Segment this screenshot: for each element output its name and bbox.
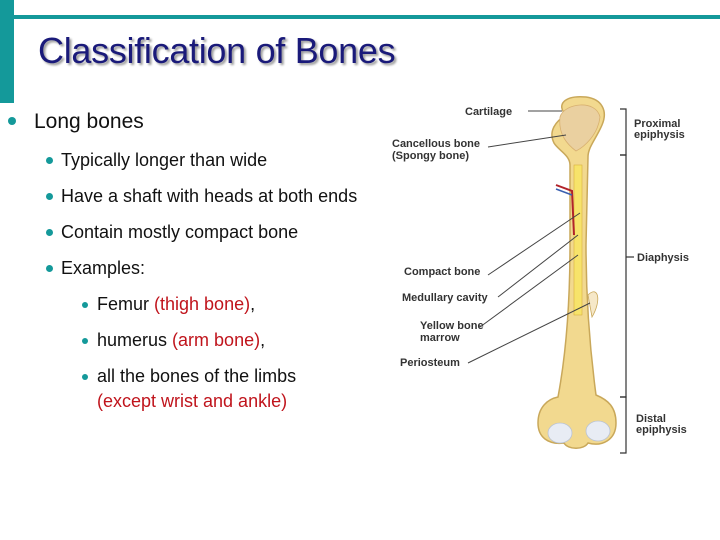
bullet-dot — [82, 374, 88, 380]
bullet-dot — [46, 265, 53, 272]
label-distal-epiphysis: epiphysis — [636, 424, 687, 436]
bullet-dot — [8, 117, 16, 125]
bullet-compact-bone: Contain mostly compact bone — [61, 222, 299, 242]
example-humerus-name: humerus — [97, 330, 173, 350]
example-humerus — [97, 330, 265, 351]
label-distal: Distal — [636, 413, 666, 425]
label-medullary-cavity: Medullary cavity — [402, 292, 488, 304]
label-proximal-epiphysis: epiphysis — [634, 129, 685, 141]
bullet-shaft-heads: Have a shaft with heads at both ends — [61, 186, 358, 206]
slide-title: Classification of Bones — [38, 30, 396, 71]
bullet-dot — [46, 229, 53, 236]
bullet-examples: Examples: — [61, 258, 146, 278]
example-femur-comma: , — [250, 294, 256, 314]
bullet-long-bones: Long bones — [34, 110, 144, 133]
bullet-dot — [82, 302, 88, 308]
label-cartilage: Cartilage — [465, 106, 513, 118]
long-bone-diagram — [388, 95, 698, 457]
bullet-dot — [46, 193, 53, 200]
label-compact-bone: Compact bone — [404, 266, 481, 278]
bullet-longer-than-wide: Typically longer than wide — [61, 150, 268, 170]
bullet-dot — [82, 338, 88, 344]
label-proximal: Proximal — [634, 118, 681, 130]
accent-bar-horizontal — [14, 15, 720, 19]
label-diaphysis: Diaphysis — [637, 252, 689, 264]
example-femur-note: (thigh bone) — [154, 294, 251, 314]
example-limbs-note: (except wrist and ankle) — [97, 391, 288, 411]
example-limbs: all the bones of the limbs — [97, 366, 297, 386]
example-humerus-note: (arm bone) — [172, 330, 261, 350]
label-periosteum: Periosteum — [400, 357, 460, 369]
label-cancellous-bone: Cancellous bone — [392, 138, 481, 150]
label-yellow-bone: Yellow bone — [420, 320, 484, 332]
example-femur — [97, 294, 255, 315]
example-femur-name: Femur — [97, 294, 155, 314]
label-spongy-bone: (Spongy bone) — [392, 150, 469, 162]
label-marrow: marrow — [420, 332, 460, 344]
example-humerus-comma: , — [260, 330, 266, 350]
bullet-dot — [46, 157, 53, 164]
accent-bar-vertical — [0, 0, 14, 103]
